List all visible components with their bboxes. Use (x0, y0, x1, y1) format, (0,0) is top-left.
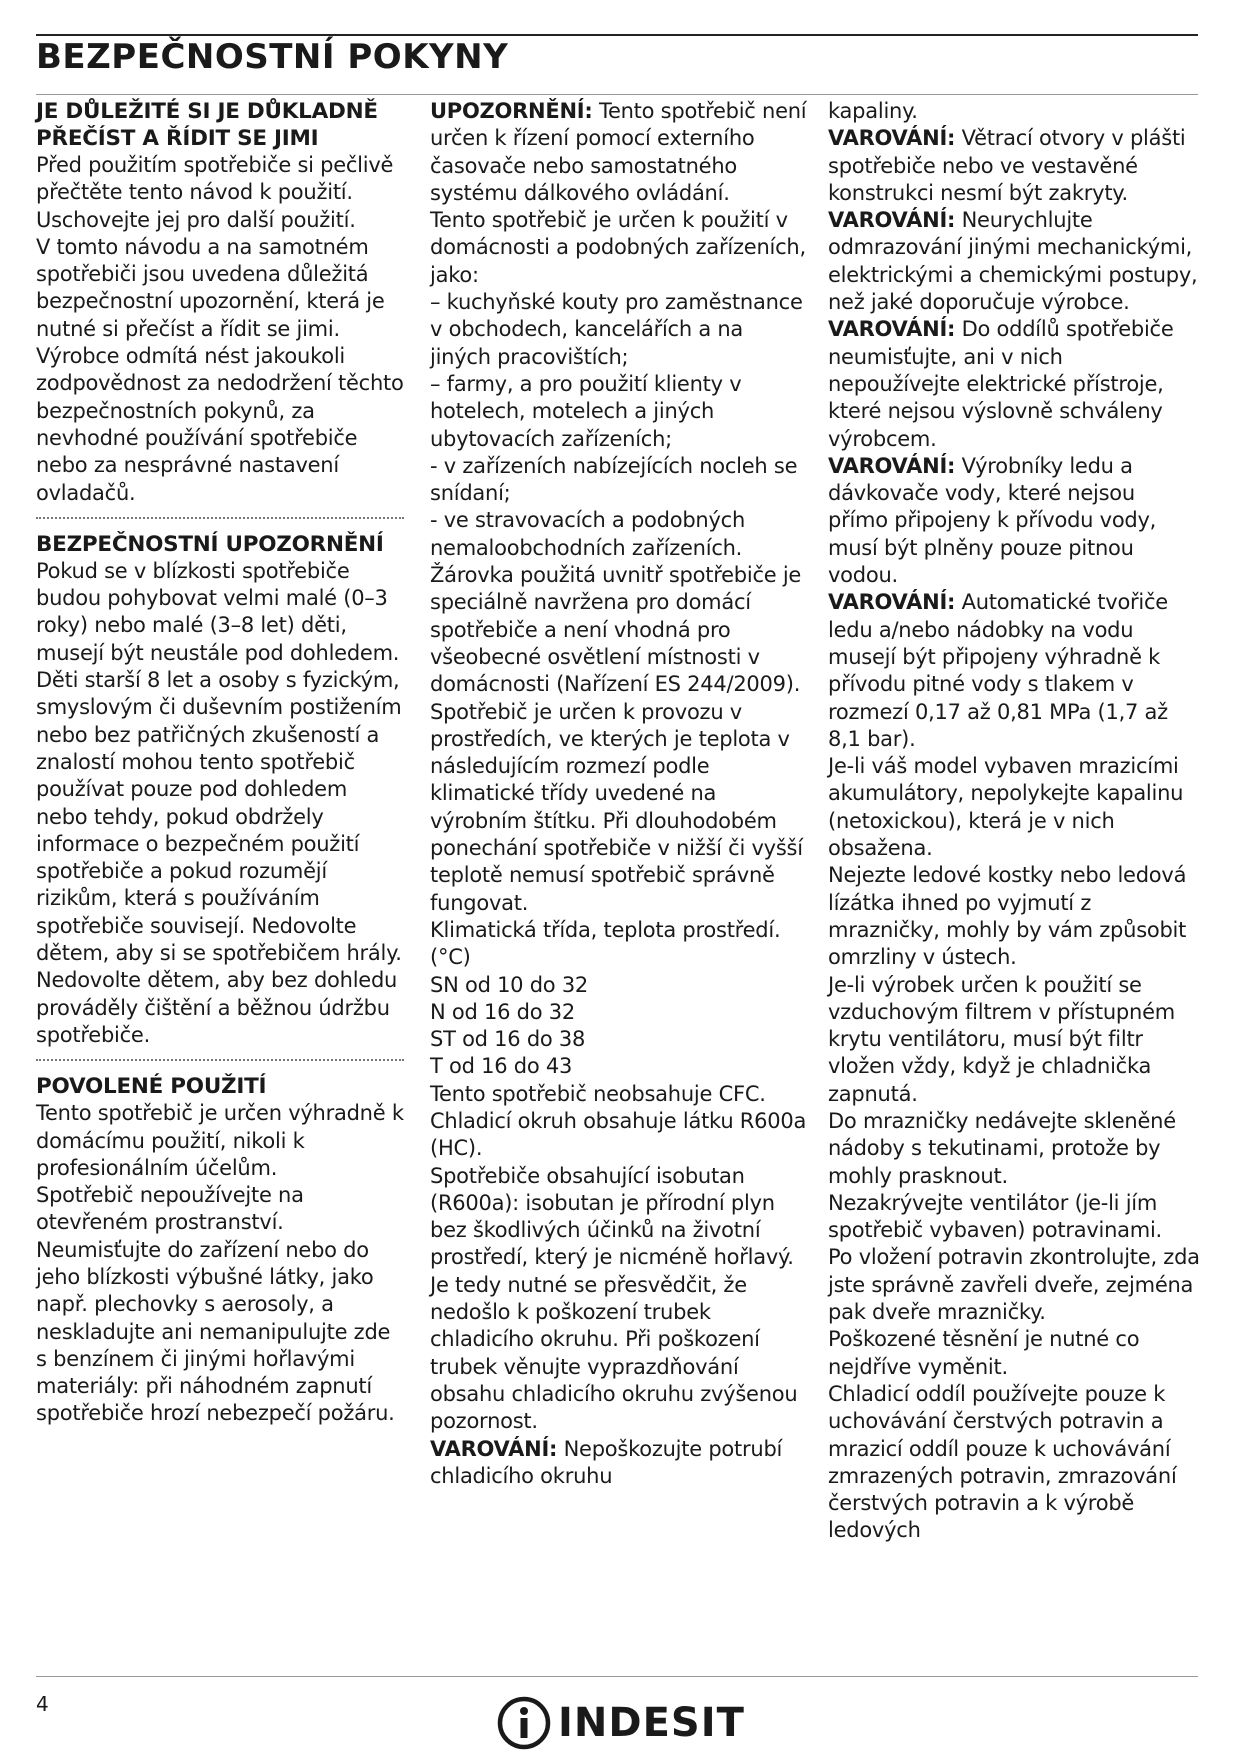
section-heading-safety: BEZPEČNOSTNÍ UPOZORNĚNÍ (36, 531, 384, 557)
climate-class-row: SN od 10 do 32 (430, 972, 589, 997)
page-title: BEZPEČNOSTNÍ POKYNY (36, 37, 509, 77)
paragraph: Uschovejte jej pro další použití. (36, 207, 356, 232)
caution-text: Tento spotřebič není určen k řízení pomocí externího časovače nebo samostatného systému dálkového ovládání. (430, 99, 807, 205)
warning-paragraph (828, 125, 1200, 207)
paragraph: Děti starší 8 let a osoby s fyzickým, smyslovým či duševním postižením nebo bez patřičných zkušeností a znalostí mohou tento spotřebič používat pouze pod dohledem nebo tehdy, pokud obdržely informace o bezpečném použití spotřebiče a pokud rozumějí rizikům, která s používáním spotřebiče souvisejí. Nedovolte dětem, aby si se spotřebičem hrály. Nedovolte dětem, aby bez dohledu prováděly čištění a běžnou údržbu spotřebiče. (36, 668, 402, 1047)
paragraph: kapaliny. (828, 99, 918, 123)
warning-paragraph (828, 207, 1200, 316)
column-1 (36, 98, 404, 1428)
brand-logo (496, 1695, 745, 1751)
section-heading-important: JE DŮLEŽITÉ SI JE DŮKLADNĚ PŘEČÍST A ŘÍDIT SE JIMI (36, 99, 378, 151)
paragraph: Poškozené těsnění je nutné co nejdříve vyměnit. (828, 1327, 1140, 1379)
paragraph: Nezakrývejte ventilátor (je-li jím spotřebič vybaven) potravinami. (828, 1190, 1162, 1243)
warning-label: VAROVÁNÍ: (828, 126, 956, 151)
paragraph: Žárovka použitá uvnitř spotřebiče je speciálně navržena pro domácí spotřebiče a není vhodná pro všeobecné osvětlení místnosti v domácnosti (Nařízení ES 244/2009). (430, 563, 802, 697)
paragraph: Tento spotřebič je určen výhradně k domácímu použití, nikoli k profesionálním účelům. (36, 1101, 404, 1180)
list-item: – farmy, a pro použití klienty v hotelech, motelech a jiných ubytovacích zařízeních; (430, 371, 742, 451)
warning-paragraph (828, 453, 1200, 589)
warning-paragraph (828, 589, 1200, 753)
paragraph: Do mrazničky nedávejte skleněné nádoby s tekutinami, protože by mohly prasknout. (828, 1108, 1176, 1188)
paragraph: Po vložení potravin zkontrolujte, zda jste správně zavřeli dveře, zejména pak dveře mrazničky. (828, 1245, 1200, 1325)
climate-class-row: ST od 16 do 38 (430, 1027, 586, 1052)
climate-class-row: T od 16 do 43 (430, 1054, 573, 1079)
paragraph: Chladicí oddíl používejte pouze k uchovávání čerstvých potravin a mrazicí oddíl pouze k uchovávání zmrazených potravin, zmrazování čerstvých potravin a k výrobě ledových (828, 1381, 1177, 1543)
caution-label: UPOZORNĚNÍ: (430, 99, 593, 123)
section-heading-permitted-use: POVOLENÉ POUŽITÍ (36, 1074, 267, 1100)
paragraph: Tento spotřebič neobsahuje CFC. Chladicí okruh obsahuje látku R600a (HC). (430, 1081, 807, 1161)
warning-text: Nepoškozujte potrubí chladicího okruhu (430, 1436, 783, 1488)
dotted-divider (36, 517, 404, 519)
paragraph: Je-li váš model vybaven mrazicími akumulátory, nepolykejte kapalinu (netoxickou), která je v nich obsažena. (828, 754, 1184, 861)
column-2 (430, 98, 810, 1490)
warning-text: Výrobníky ledu a dávkovače vody, které nejsou přímo připojeny k přívodu vody, musí být plněny pouze pitnou vodou. (828, 453, 1157, 588)
column-3 (828, 98, 1200, 1545)
paragraph: Nejezte ledové kostky nebo ledová lízátka ihned po vyjmutí z mrazničky, mohly by vám způsobit omrzliny v ústech. (828, 863, 1187, 970)
paragraph: V tomto návodu a na samotném spotřebiči jsou uvedena důležitá bezpečnostní upozornění, která je nutné si přečíst a řídit se jimi. (36, 234, 385, 341)
list-item: - ve stravovacích a podobných nemaloobchodních zařízeních. (430, 508, 746, 560)
paragraph: Je-li výrobek určen k použití se vzduchovým filtrem v přístupném krytu ventilátoru, musí být filtr vložen vždy, když je chladnička zapnutá. (828, 972, 1175, 1106)
indesit-logo-icon (496, 1695, 552, 1751)
warning-text: Automatické tvořiče ledu a/nebo nádobky na vodu musejí být připojeny výhradně k přívodu pitné vody s tlakem v rozmezí 0,17 až 0,81 MPa (1,7 až 8,1 bar). (828, 590, 1168, 751)
paragraph: Spotřebič nepoužívejte na otevřeném prostranství. (36, 1183, 304, 1235)
paragraph: Výrobce odmítá nést jakoukoli zodpovědnost za nedodržení těchto bezpečnostních pokynů, za nevhodné používání spotřebiče nebo za nesprávné nastavení ovladačů. (36, 344, 404, 505)
paragraph: Pokud se v blízkosti spotřebiče budou pohybovat velmi malé (0–3 roky) nebo malé (3–8 let) děti, musejí být neustále pod dohledem. (36, 558, 400, 665)
paragraph: Před použitím spotřebiče si pečlivě přečtěte tento návod k použití. (36, 153, 394, 205)
brand-name: INDESIT (558, 1700, 745, 1746)
dotted-divider (36, 1059, 404, 1061)
warning-label: VAROVÁNÍ: (430, 1436, 558, 1461)
caution-paragraph (430, 98, 810, 207)
warning-label: VAROVÁNÍ: (828, 208, 956, 233)
paragraph: Neumisťujte do zařízení nebo do jeho blízkosti výbušné látky, jako např. plechovky s aerosoly, a neskladujte ani nemanipulujte zde s benzínem či jinými hořlavými materiály: při náhodném zapnutí spotřebiče hrozí nebezpečí požáru. (36, 1237, 395, 1426)
list-item: - v zařízeních nabízejících nocleh se snídaní; (430, 453, 798, 506)
warning-text: Do oddílů spotřebiče neumisťujte, ani v nich nepoužívejte elektrické přístroje, které nejsou výslovně schváleny výrobcem. (828, 317, 1174, 451)
paragraph: Klimatická třída, teplota prostředí. (°C) (430, 917, 781, 970)
warning-label: VAROVÁNÍ: (828, 317, 956, 342)
paragraph: Je tedy nutné se přesvědčit, že nedošlo k poškození trubek chladicího okruhu. Při poškození trubek věnujte vyprazdňování obsahu chladicího okruhu zvýšenou pozornost. (430, 1272, 798, 1434)
list-item: – kuchyňské kouty pro zaměstnance v obchodech, kancelářích a na jiných pracovištích; (430, 290, 803, 369)
warning-paragraph (828, 316, 1200, 452)
climate-class-row: N od 16 do 32 (430, 999, 575, 1024)
bottom-rule (36, 1676, 1198, 1677)
paragraph: Spotřebič je určen k provozu v prostředích, ve kterých je teplota v následujícím rozmezí podle klimatické třídy uvedené na výrobním štítku. Při dlouhodobém ponechání spotřebiče v nižší či vyšší teplotě nemusí spotřebič správně fungovat. (430, 699, 803, 915)
warning-paragraph (430, 1436, 810, 1491)
title-rule (36, 94, 1198, 95)
warning-text: Větrací otvory v plášti spotřebiče nebo ve vestavěné konstrukci nesmí být zakryty. (828, 126, 1186, 205)
warning-label: VAROVÁNÍ: (828, 590, 956, 615)
warning-label: VAROVÁNÍ: (828, 453, 956, 478)
page-number: 4 (36, 1692, 49, 1716)
paragraph: Spotřebiče obsahující isobutan (R600a): isobutan je přírodní plyn bez škodlivých účinků na životní prostředí, který je nicméně hořlavý. (430, 1163, 794, 1270)
paragraph: Tento spotřebič je určen k použití v domácnosti a podobných zařízeních, jako: (430, 208, 806, 287)
warning-text: Neurychlujte odmrazování jinými mechanickými, elektrickými a chemickými postupy, než jaké doporučuje výrobce. (828, 208, 1198, 315)
